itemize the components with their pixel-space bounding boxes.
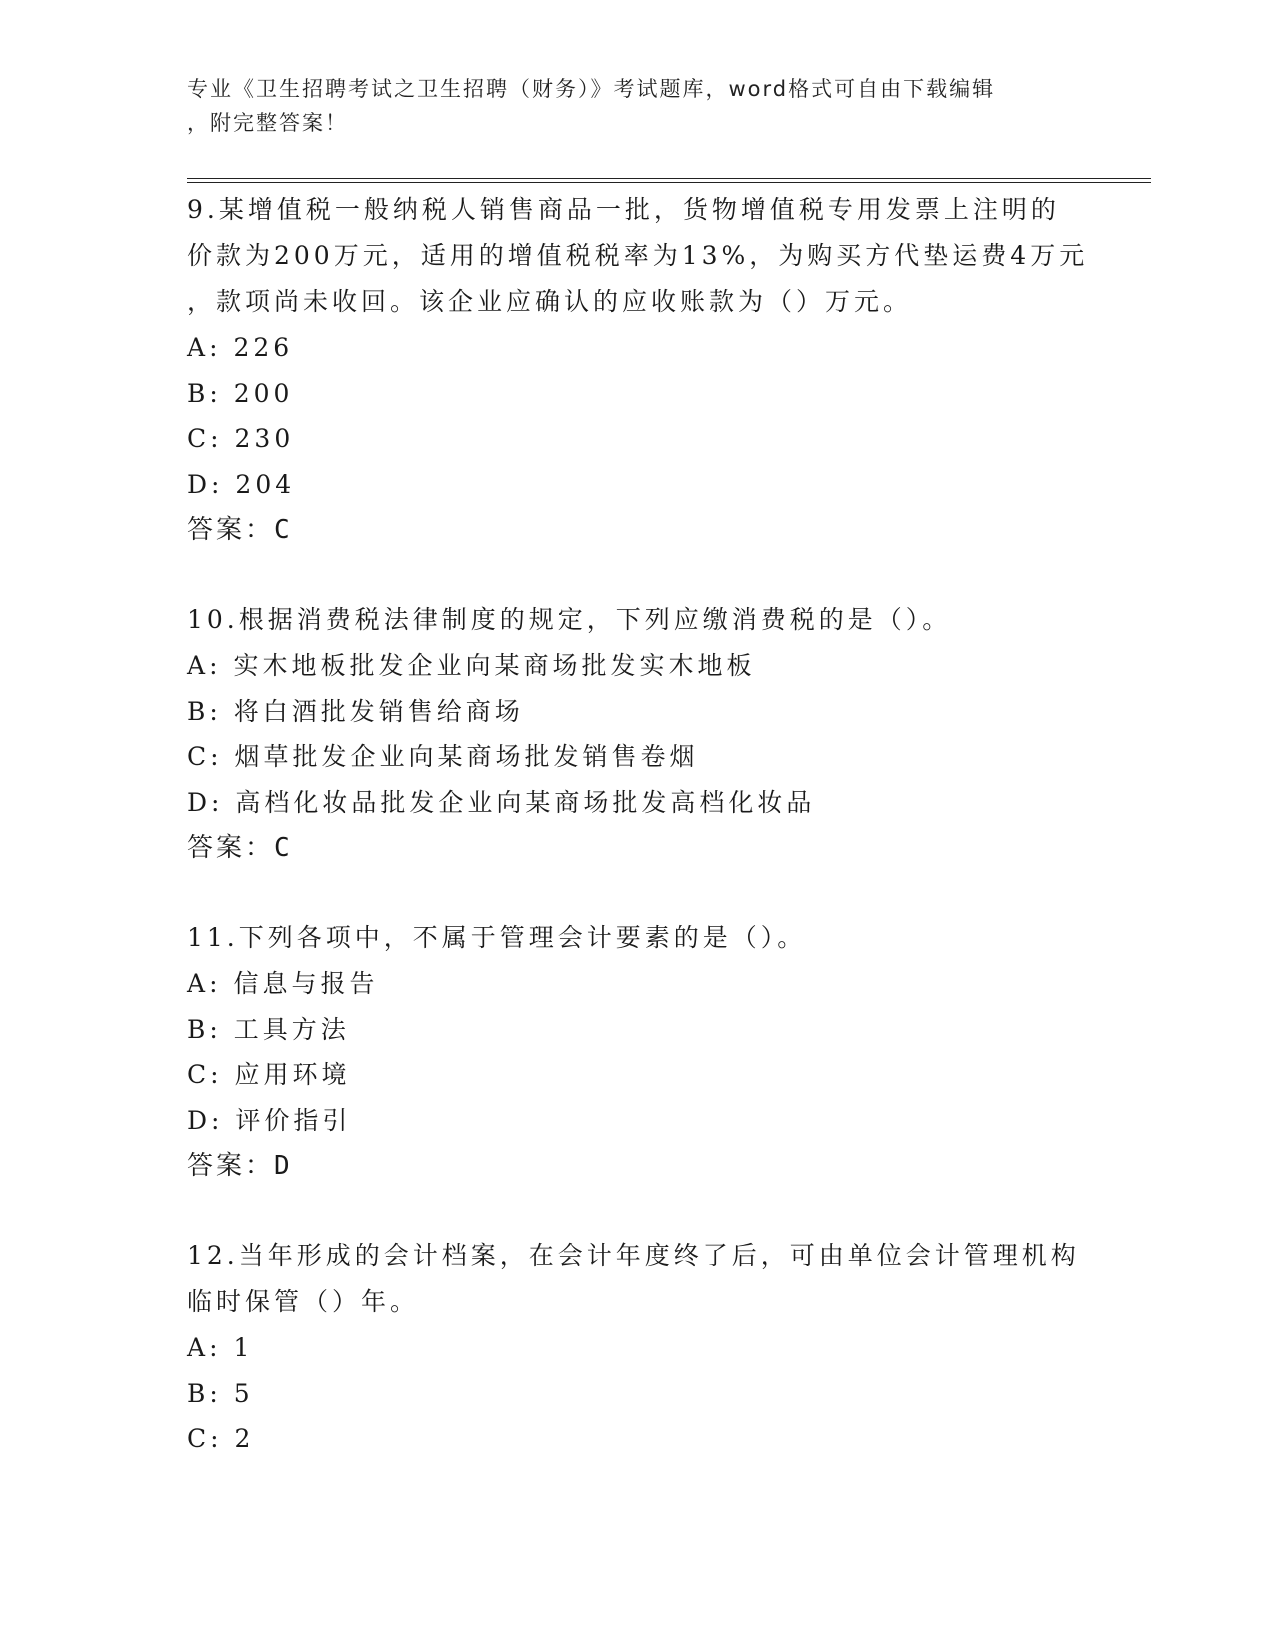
option-text: 高档化妆品批发企业向某商场批发高档化妆品 [235,787,816,817]
question-spacer [187,553,1107,597]
question-block [187,597,1107,915]
answer-key [187,1143,1107,1189]
answer-option [187,780,1107,826]
option-letter: A [187,333,210,362]
option-text: 应用环境 [234,1060,351,1089]
header-divider-bottom [187,182,1151,183]
option-text: 工具方法 [233,1014,350,1044]
option-separator: : [209,969,234,998]
question-stem-line: ，款项尚未收回。该企业应确认的应收账款为（）万元。 [187,287,913,316]
option-separator: : [209,333,234,362]
option-letter: A [187,1333,210,1362]
option-text: 204 [235,469,296,499]
question-list [187,187,1107,1462]
option-separator: : [210,742,235,771]
answer-option [187,643,1107,689]
option-text: 5 [233,1378,254,1408]
answer-option [187,1325,1107,1371]
answer-option [187,1416,1107,1462]
option-letter: B [187,378,210,408]
option-separator: : [209,696,234,726]
answer-key [187,825,1107,871]
question-stem-line: 价款为200万元，适用的增值税税率为13%，为购买方代垫运费4万元 [187,241,1089,270]
question-spacer [187,871,1107,915]
option-letter: A [187,969,210,998]
option-separator: : [209,1014,234,1044]
answer-option [187,1371,1107,1417]
header-line-1: 专业《卫生招聘考试之卫生招聘（财务）》考试题库，word格式可自由下载编辑 [187,77,996,101]
option-text: 226 [233,333,294,362]
option-letter: D [187,469,212,499]
answer-option [187,961,1107,1007]
answer-option [187,1098,1107,1144]
answer-option [187,325,1107,371]
answer-label: 答案： [187,1151,275,1181]
option-letter: B [187,696,210,726]
option-text: 评价指引 [235,1105,352,1135]
option-letter: C [187,1060,211,1089]
question-block [187,187,1107,597]
answer-value: C [274,515,292,545]
header-divider-top [187,178,1151,179]
option-separator: : [209,651,234,680]
question-spacer [187,1189,1107,1233]
option-separator: : [209,1333,234,1362]
option-text: 200 [233,378,294,408]
option-separator: : [210,424,235,453]
option-letter: C [187,424,211,453]
answer-option [187,1007,1107,1053]
option-text: 230 [234,424,295,453]
option-letter: B [187,1378,210,1408]
option-separator: : [211,787,236,817]
answer-value: C [274,833,292,863]
answer-label: 答案： [187,515,275,545]
question-stem-line: 11.下列各项中，不属于管理会计要素的是（）。 [187,923,807,952]
option-text: 烟草批发企业向某商场批发销售卷烟 [234,742,699,771]
answer-label: 答案： [187,833,275,863]
option-text: 将白酒批发销售给商场 [233,696,524,726]
option-separator: : [210,1060,235,1089]
answer-option [187,689,1107,735]
option-letter: C [187,1424,211,1453]
option-separator: : [209,1378,234,1408]
option-letter: A [187,651,210,680]
option-separator: : [210,1424,235,1453]
option-text: 信息与报告 [233,969,379,998]
document-header [187,72,1087,140]
question-stem-line: 临时保管（）年。 [187,1287,420,1316]
answer-option [187,734,1107,780]
answer-option [187,416,1107,462]
answer-option [187,1052,1107,1098]
option-letter: D [187,787,212,817]
option-separator: : [211,1105,236,1135]
option-separator: : [211,469,236,499]
option-letter: C [187,742,211,771]
question-block [187,1233,1107,1462]
option-letter: B [187,1014,210,1044]
answer-option [187,462,1107,508]
question-stem-line: 10.根据消费税法律制度的规定，下列应缴消费税的是（）。 [187,605,952,634]
option-separator: : [209,378,234,408]
answer-key [187,507,1107,553]
option-letter: D [187,1105,212,1135]
option-text: 实木地板批发企业向某商场批发实木地板 [233,651,756,680]
answer-option [187,371,1107,417]
question-block [187,915,1107,1233]
question-stem-line: 9.某增值税一般纳税人销售商品一批，货物增值税专用发票上注明的 [187,195,1060,224]
option-text: 1 [233,1333,254,1362]
answer-value: D [274,1151,292,1181]
option-text: 2 [234,1424,255,1453]
question-stem-line: 12.当年形成的会计档案，在会计年度终了后，可由单位会计管理机构 [187,1241,1080,1270]
header-line-2: ，附完整答案！ [187,111,348,135]
